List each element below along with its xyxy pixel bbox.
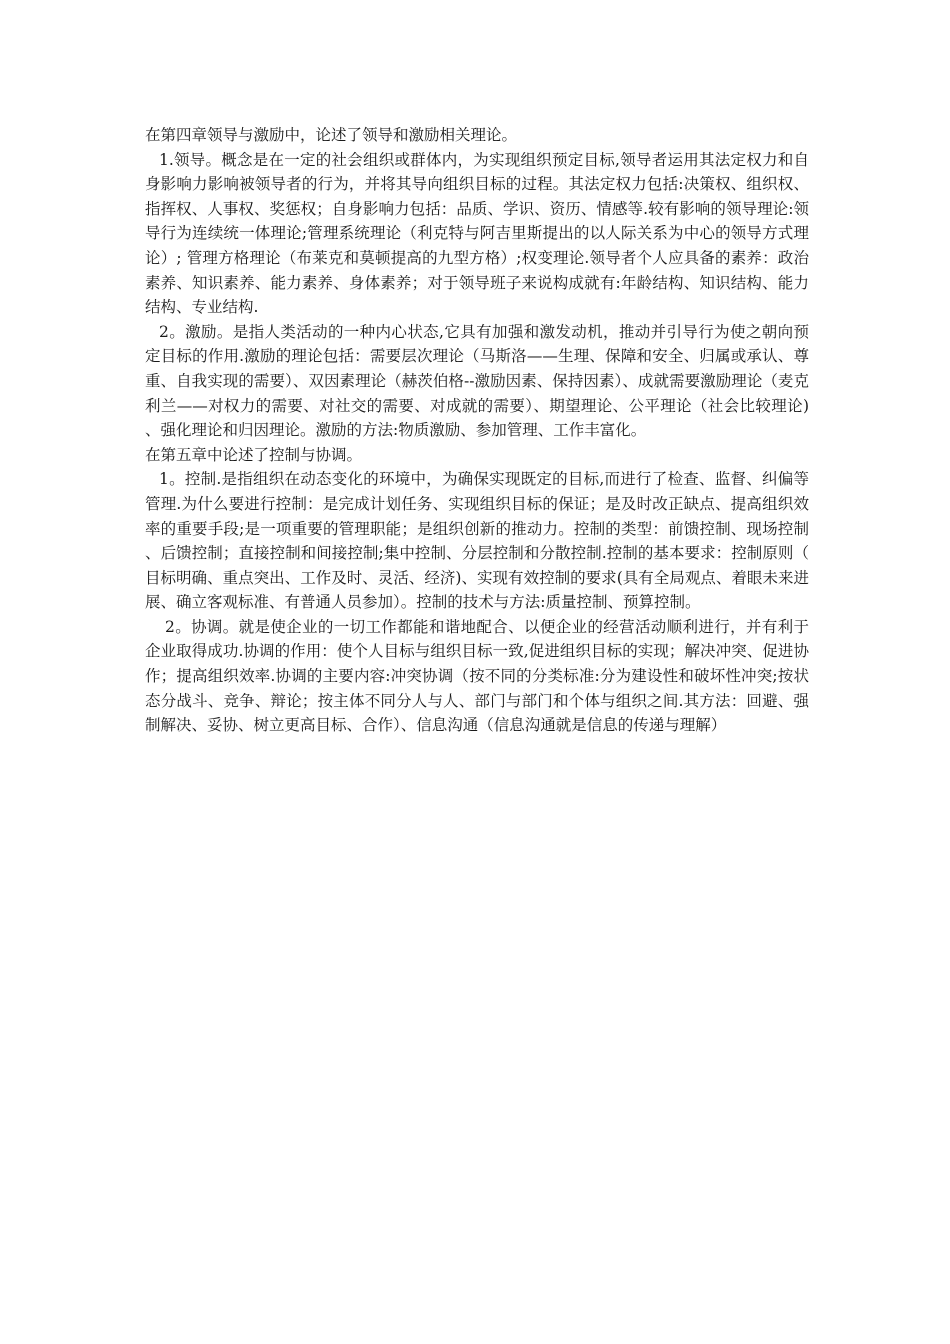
coordination-paragraph: 2。协调。就是使企业的一切工作都能和谐地配合、以便企业的经营活动顺利进行，并有利于企业取得成功.协调的作用：使个人目标与组织目标一致,促进组织目标的实现；解决冲突、促进协作；提高组织效率.协调的主要内容:冲突协调（按不同的分类标准:分为建设性和破坏性冲突;按状态分战斗、竞争、辩论；按主体不同分人与人、部门与部门和个体与组织之间.其方法：回避、强制解决、妥协、树立更高目标、合作）、信息沟通（信息沟通就是信息的传递与理解） [145,617,809,735]
chapter4-intro: 在第四章领导与激励中，论述了领导和激励相关理论。 [145,126,518,144]
leadership-paragraph: 1.领导。概念是在一定的社会组织或群体内，为实现组织预定目标,领导者运用其法定权力和自身影响力影响被领导者的行为，并将其导向组织目标的过程。其法定权力包括:决策权、组织权、指挥权、人事权、奖惩权；自身影响力包括：品质、学识、资历、情感等.较有影响的领导理论:领导行为连续统一体理论;管理系统理论（利克特与阿吉里斯提出的以人际关系为中心的领导方式理论）; 管理方格理论（布莱克和莫顿提高的九型方格）;权变理论.领导者个人应具备的素养：政治素养、知识素养、能力素养、身体素养；对于领导班子来说构成就有:年龄结构、知识结构、能力结构、专业结构. [145,150,809,317]
motivation-paragraph: 2。激励。是指人类活动的一种内心状态,它具有加强和激发动机，推动并引导行为使之朝向预定目标的作用.激励的理论包括：需要层次理论（马斯洛——生理、保障和安全、归属或承认、尊重、自我实现的需要）、双因素理论（赫茨伯格--激励因素、保持因素）、成就需要激励理论（麦克利兰——对权力的需要、对社交的需要、对成就的需要）、期望理论、公平理论（社会比较理论)、强化理论和归因理论。激励的方法:物质激励、参加管理、工作丰富化。 [145,322,809,440]
chapter5-intro: 在第五章中论述了控制与协调。 [145,445,363,464]
document-page [145,123,809,738]
control-paragraph: 1。控制.是指组织在动态变化的环境中，为确保实现既定的目标,而进行了检查、监督、纠偏等管理.为什么要进行控制：是完成计划任务、实现组织目标的保证；是及时改正缺点、提高组织效率的重要手段;是一项重要的管理职能；是组织创新的推动力。控制的类型：前馈控制、现场控制、后馈控制；直接控制和间接控制;集中控制、分层控制和分散控制.控制的基本要求：控制原则（目标明确、重点突出、工作及时、灵活、经济)、实现有效控制的要求(具有全局观点、着眼未来进展、确立客观标准、有普通人员参加）。控制的技术与方法:质量控制、预算控制。 [145,470,809,612]
